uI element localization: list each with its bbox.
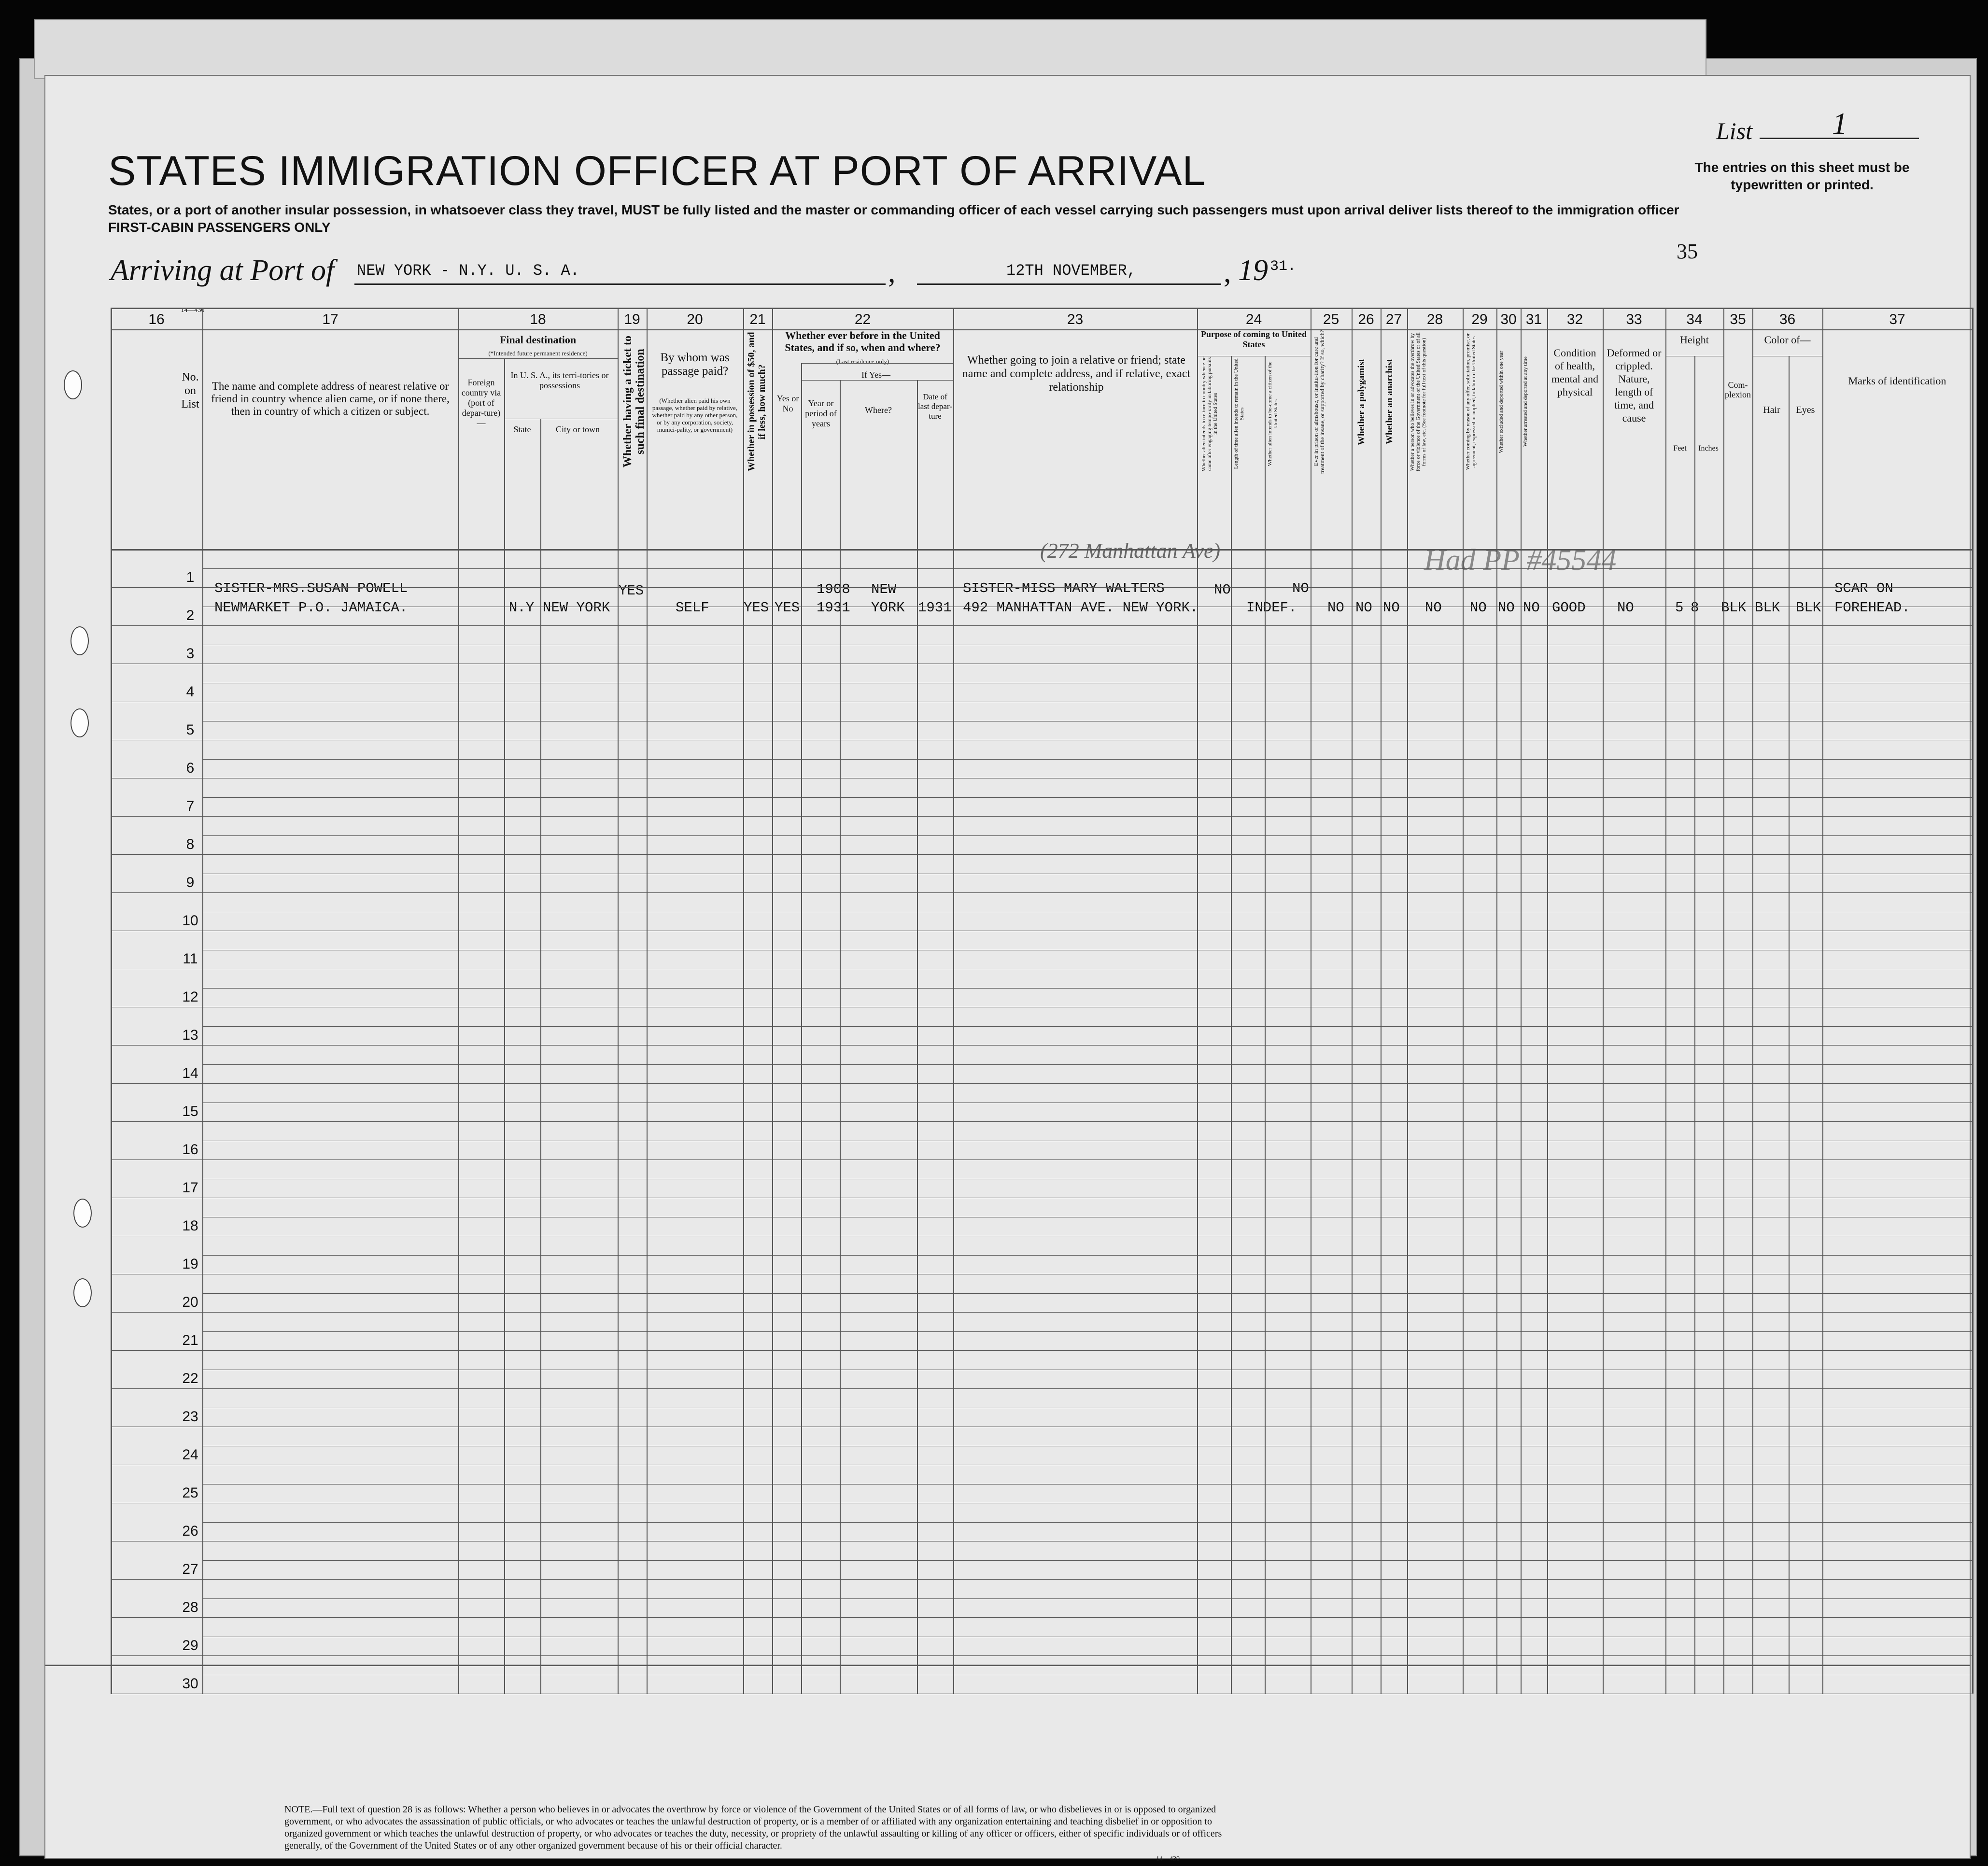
grid-vline	[1231, 356, 1232, 1694]
grid-hline	[202, 1255, 1972, 1256]
grid-vline	[618, 308, 619, 1694]
col-num-16: 16	[148, 311, 165, 327]
form-code: 14—430	[1156, 1855, 1180, 1863]
entry-deformed: NO	[1617, 600, 1634, 616]
instructions-line-1: States, or a port of another insular possession, in whatsoever class they travel, MUST be fully listed and the master or commanding officer of each vessel carrying such passengers must upon arrival deliver lists thereof to the immigration officer	[108, 202, 1679, 217]
grid-vline	[1407, 308, 1408, 1694]
col-num-30: 30	[1500, 311, 1517, 327]
header-fifty-dollars: Whether in possession of $50, and if less, how much?	[746, 332, 767, 472]
row-number: 24	[182, 1447, 198, 1463]
grid-vline	[1352, 308, 1353, 1694]
grid-vline	[801, 363, 802, 1694]
grid-hline	[202, 988, 1972, 989]
grid-hline	[111, 1350, 1972, 1351]
col-num-29: 29	[1471, 311, 1488, 327]
list-label: List	[1716, 117, 1753, 144]
grid-vline	[647, 308, 648, 1694]
date-underline	[917, 283, 1221, 285]
grid-hline	[202, 1598, 1972, 1599]
entry-marks-line2: FOREHEAD.	[1834, 600, 1910, 616]
header-final-destination-sub: (*Intended future permanent residence)	[488, 350, 588, 357]
entry-join-line2: 492 MANHATTAN AVE. NEW YORK.	[963, 600, 1198, 616]
header-polygamist: Whether a polygamist	[1356, 358, 1367, 445]
col-num-28: 28	[1426, 311, 1443, 327]
header-inches: Inches	[1698, 444, 1719, 452]
grid-hline	[111, 1617, 1972, 1618]
header-q28: Whether a person who believes in or advocates the overthrow by force or violence of the Government of the United States or of all forms of law, etc. (See footnote for full text of this question)	[1410, 332, 1427, 471]
row-number: 19	[182, 1256, 198, 1272]
grid-hline	[202, 1064, 1972, 1065]
grid-hline	[202, 835, 1972, 836]
header-in-usa: In U. S. A., its terri-tories or possessions	[510, 370, 609, 390]
header-city: City or town	[555, 424, 600, 434]
header-ever-before-sub: (Last residence only)	[836, 358, 889, 365]
entry-fifty-dollars: YES	[744, 600, 769, 616]
header-going-to-join: Whether going to join a relative or friend; state name and complete address, and if relative, exact relationship	[962, 354, 1191, 394]
grid-hline	[202, 1560, 1972, 1561]
header-ticket: Whether having a ticket to such final destination	[621, 336, 647, 468]
grid-hline	[202, 568, 1972, 569]
grid-vline	[772, 308, 773, 1694]
instructions-line-2: FIRST-CABIN PASSENGERS ONLY	[108, 220, 331, 235]
grid-hline	[111, 1579, 1972, 1580]
header-marks: Marks of identification	[1848, 375, 1946, 387]
col-num-32: 32	[1566, 311, 1583, 327]
col-num-22: 22	[854, 311, 871, 327]
manifest-table	[111, 307, 1972, 1692]
row-number: 5	[186, 722, 195, 738]
header-foreign-country: Foreign country via (port of depar-ture)—	[461, 378, 501, 428]
grid-hline	[111, 1655, 1972, 1656]
instructions-text	[108, 201, 1760, 236]
entry-q28: NO	[1425, 600, 1442, 616]
header-deformed: Deformed or crippled. Nature, length of time, and cause	[1607, 347, 1662, 424]
header-ever-before: Whether ever before in the United States, and if so, when and where?	[785, 329, 941, 353]
col-num-26: 26	[1358, 311, 1374, 327]
entry-q31: NO	[1523, 600, 1540, 616]
grid-vline	[1752, 308, 1753, 1694]
row-number: 20	[182, 1294, 198, 1310]
handwritten-passport: Had PP #45544	[1424, 544, 1617, 577]
header-final-destination: Final destination	[499, 334, 577, 346]
header-year: Year or period of years	[805, 398, 837, 428]
entry-q30: NO	[1498, 600, 1515, 616]
entry-anarchist: NO	[1383, 600, 1400, 616]
entry-passage-paid: SELF	[676, 600, 709, 616]
entry-where2: YORK	[871, 600, 905, 616]
header-no-on-list: No. on List	[181, 371, 199, 410]
arrival-date: 12TH NOVEMBER,	[1006, 262, 1136, 280]
grid-hline	[111, 1312, 1972, 1313]
entry-relative-line1: SISTER-MRS.SUSAN POWELL	[214, 580, 408, 596]
grid-hline	[202, 1293, 1972, 1294]
entry-relative-line2: NEWMARKET P.O. JAMAICA.	[214, 600, 408, 616]
grid-vline	[1665, 308, 1666, 1694]
header-color-of: Color of—	[1764, 334, 1811, 346]
grid-vline	[1694, 356, 1695, 1694]
header-yes-no: Yes or No	[776, 394, 799, 413]
col-num-24: 24	[1245, 311, 1262, 327]
entry-year1: 1908	[817, 581, 850, 597]
header-q31: Whether arrested and deported at any time	[1523, 356, 1528, 447]
row-number: 28	[182, 1599, 198, 1615]
row-number: 12	[182, 989, 198, 1005]
entry-join-line1: SISTER-MISS MARY WALTERS	[963, 580, 1165, 596]
entry-where1: NEW	[871, 581, 897, 597]
grid-vline	[1381, 308, 1382, 1694]
grid-vline	[540, 419, 541, 1694]
entry-inches: 8	[1691, 600, 1699, 616]
grid-hline	[202, 1331, 1972, 1332]
grid-hline	[111, 587, 1972, 588]
grid-hline	[111, 816, 1972, 817]
entry-marks-line1: SCAR ON	[1834, 580, 1893, 596]
row-number: 8	[186, 836, 195, 852]
entry-polygamist: NO	[1355, 600, 1372, 616]
entry-eyes: BLK	[1796, 600, 1821, 616]
entry-before-yes: YES	[775, 600, 800, 616]
grid-hline	[111, 892, 1972, 893]
col-num-25: 25	[1323, 311, 1339, 327]
row-number: 7	[186, 798, 195, 814]
grid-hline	[111, 1388, 1972, 1389]
form-code-top: 14—430	[181, 307, 205, 314]
header-q30: Whether excluded and deported within one year	[1498, 351, 1504, 453]
grid-hline	[111, 308, 1972, 309]
header-health: Condition of health, mental and physical	[1551, 347, 1599, 398]
grid-vline	[1723, 308, 1724, 1694]
grid-hline	[202, 1026, 1972, 1027]
col-num-19: 19	[624, 311, 640, 327]
header-complexion: Com-plexion	[1725, 380, 1751, 399]
grid-hline	[458, 358, 618, 359]
entry-year2: 1931	[817, 600, 850, 616]
grid-hline	[111, 1045, 1972, 1046]
grid-hline	[111, 625, 1972, 626]
header-height: Height	[1680, 334, 1709, 346]
header-prison: Ever in prison or almshouse, or institu-tion for care and treatment of the insane, or supported by charity? If so, which?	[1312, 330, 1325, 474]
grid-hline	[111, 1121, 1972, 1122]
row-number: 22	[182, 1371, 198, 1386]
grid-hline	[801, 380, 953, 381]
footer-divider	[45, 1665, 1970, 1666]
header-purpose: Purpose of coming to United States	[1201, 329, 1307, 349]
header-nearest-relative: The name and complete address of nearest relative or friend in country whence alien came, or if none there, then in country of which a citizen or subject.	[211, 380, 450, 417]
entry-become-citizen: NO	[1292, 580, 1309, 596]
entry-hair: BLK	[1755, 600, 1780, 616]
grid-vline	[743, 308, 744, 1694]
grid-vline	[504, 358, 505, 1694]
col-num-31: 31	[1525, 311, 1542, 327]
header-if-yes: If Yes—	[861, 370, 890, 380]
port-value: NEW YORK - N.Y. U. S. A.	[357, 262, 579, 280]
entry-state: N.Y	[509, 600, 535, 616]
grid-hline	[111, 854, 1972, 855]
col-num-20: 20	[687, 311, 703, 327]
col-num-36: 36	[1779, 311, 1796, 327]
row-number: 1	[186, 569, 195, 585]
arriving-label: Arriving at Port of	[111, 254, 335, 287]
underlying-page-top	[34, 19, 1706, 79]
col-num-27: 27	[1385, 311, 1402, 327]
grid-hline	[202, 797, 1972, 798]
handwritten-address: (272 Manhattan Ave)	[1040, 539, 1221, 563]
row-number: 2	[186, 608, 195, 623]
port-underline	[354, 283, 886, 285]
row-number: 21	[182, 1332, 198, 1348]
entry-feet: 5	[1675, 600, 1684, 616]
col-num-23: 23	[1067, 311, 1084, 327]
row-number: 9	[186, 875, 195, 891]
grid-vline	[953, 308, 954, 1694]
col-num-33: 33	[1626, 311, 1642, 327]
header-become-citizen: Whether alien intends to be-come a citizen of the United States	[1267, 361, 1279, 466]
row-number: 18	[182, 1218, 198, 1234]
entry-q29: NO	[1470, 600, 1487, 616]
grid-vline	[1547, 308, 1548, 1694]
entry-prison: NO	[1327, 600, 1344, 616]
year-prefix: 19	[1238, 254, 1268, 287]
header-q29: Whether coming by reason of any offer, solicitation, promise, or agreement, expressed or implied, to labor in the United States	[1465, 333, 1477, 470]
grid-vline	[111, 308, 112, 1694]
header-state: State	[513, 424, 531, 434]
grid-hline	[111, 549, 1972, 551]
grid-vline	[1603, 308, 1604, 1694]
header-intend-return: Whether alien intends to re-turn to country whence he came after engaging tempo-rarily in laboring pursuits in the United States	[1201, 356, 1218, 471]
manifest-sheet: STATES IMMIGRATION OFFICER AT PORT OF ARRIVAL List 1 The entries on this sheet must be typewritten or printed. States, or a port of another insular possession, in whatsoever class they travel, MUST be fully listed and the master or commanding officer of each vessel carrying such passengers must upon arrival deliver lists thereof to the immigration officer FIRST-CABIN PASSENGERS ONLY Arriving at Port of NEW YORK - N.Y. U. S. A. , 12TH NOVEMBER, , 19 31. 35 14—430 16 17 18 19 20 21 22 23 24 25 26 27 28 29 30 31 32 33 34 35 36 37 No. on List The name and complete address of nearest relative or friend in country whence alien came, or if none there, then in country of which a citizen or subject. Final destination (*Intended future permanent residence) Foreign country via (port of depar-ture)— In U. S. A., its terri-tories or possessions State City or town Whether having a ticket to such final destination By whom was passage paid? (Whether alien paid his own passage, whether paid by relative, whether paid by any other person, or by any corporation, society, munici-pality, or government) Whether in possession of $50, and if less, how much? Whether ever before in the United States, and if so, when and where? (Last residence only) If Yes— Yes or No Year or period of years Where? Date of last depar-ture Whether going to join a relative or friend; state name and complete address, and if relative, exact relationship Purpose of coming to United States Whether alien intends to re-turn to country whence he came after engaging tempo-rarily in laboring pursuits in the United States Length of time alien intends to remain in the United States Whether alien intends to be-come a citizen of the United States Ever in prison or almshouse, or institu-tion for care and treatment of the insane, or supported by charity? If so, which? Whether a polygamist Whether an anarchist Whether a person who believes in or advocates the overthrow by force or violence of the Government of the United States or of all forms of law, etc. (See footnote for full text of this question) Whether coming by reason of any offer, solicitation, promise, or agreement, expressed or implied, to labor in the United States Whether excluded and deported within one year Whether arrested and deported at any time Condition of health, mental and physical Deformed or crippled. Nature, length of time, and cause Height Feet Inches Com-plexion Color of— Hair Eyes Marks of identification SISTER-MRS.SUSAN POWELL NEWMARKET P.O. JAMAICA. N.Y NEW YORK YES SELF YES YES 1908 1931 NEW YORK 1931 (272 Manhattan Ave) SISTER-MISS MARY WALTERS 492 MANHATTAN AVE. NEW YORK. NO INDEF. NO NO NO NO NO Had PP #45544 NO NO NO GOOD NO 5 8 BLK BLK BLK SCAR ON FOREHEAD. 1 2 3 4 5 6 7 8 9 10 11 12 13 14 15 16 17 18 19 20 21 22 23 24 25 26 27 28 29 30 NOTE.—Full text of question 28 is as follows: Whether a person who believes in or advocates the overthrow by force or violence of the Government of the United States or of all forms of law, or who disbelieves in or is opposed to organized government, or who advocates the assassination of public officials, or who advocates or teaches the unlawful destruction of property, or is a member of or affiliated with any organization entertaining and teaching disbelief in or opposition to organized government or which teaches the unlawful destruction of property, or who advocates or teaches the duty, necessity, or propriety of the unlawful assaulting or killing of any officer or officers, either of specific individuals or of officers generally, of the Government of the United States or of any other organized government because of his or their official character. 14—430	[44, 75, 1971, 1859]
col-num-37: 37	[1889, 311, 1905, 327]
col-num-35: 35	[1730, 311, 1746, 327]
row-number: 13	[182, 1027, 198, 1043]
row-number: 6	[186, 760, 195, 776]
row-number: 25	[182, 1485, 198, 1501]
header-passage-paid: By whom was passage paid?	[660, 351, 730, 378]
row-number: 27	[182, 1561, 198, 1577]
row-number: 26	[182, 1523, 198, 1539]
grid-hline	[202, 759, 1972, 760]
entry-health: GOOD	[1552, 600, 1586, 616]
grid-vline	[1496, 308, 1497, 1694]
col-num-21: 21	[749, 311, 766, 327]
entry-city: NEW YORK	[543, 600, 610, 616]
grid-vline	[1822, 308, 1823, 1694]
grid-hline	[111, 329, 1972, 330]
row-number: 30	[182, 1676, 198, 1692]
grid-hline	[111, 1159, 1972, 1160]
header-where: Where?	[865, 405, 892, 415]
footnote-q28: NOTE.—Full text of question 28 is as follows: Whether a person who believes in or advocates the overthrow by force or violence of the Government of the United States or of all forms of law, or who disbelieves in or is opposed to organized government, or who advocates the assassination of public officials, or who advocates or teaches the unlawful destruction of property, or is a member of or affiliated with any organization entertaining and teaching disbelief in or opposition to organized government or which teaches the unlawful destruction of property, or who advocates or teaches the duty, necessity, or propriety of the unlawful assaulting or killing of any officer or officers, either of specific individuals or of officers generally, of the Government of the United States or of any other organized government because of his or their official character.	[284, 1804, 1222, 1851]
page-title: STATES IMMIGRATION OFFICER AT PORT OF ARRIVAL	[108, 148, 1206, 194]
entry-complexion: BLK	[1721, 600, 1747, 616]
header-hair: Hair	[1763, 405, 1780, 415]
entries-note: The entries on this sheet must be typewritten or printed.	[1694, 160, 1910, 192]
col-num-34: 34	[1686, 311, 1703, 327]
header-length-stay: Length of time alien intends to remain in the United States	[1233, 358, 1245, 469]
grid-vline	[1521, 308, 1522, 1694]
entry-intend-return: NO	[1214, 582, 1231, 598]
row-number: 29	[182, 1638, 198, 1654]
list-underline	[1760, 138, 1919, 139]
row-number: 23	[182, 1409, 198, 1425]
row-number: 11	[183, 951, 198, 967]
row-number: 10	[182, 913, 198, 929]
header-eyes: Eyes	[1796, 405, 1815, 415]
grid-vline	[1789, 356, 1790, 1694]
entry-ticket: YES	[619, 583, 644, 599]
header-passage-paid-sub: (Whether alien paid his own passage, whether paid by relative, whether paid by any other person, or by any corporation, society, munici-pality, or government)	[652, 397, 738, 433]
grid-vline	[840, 380, 841, 1694]
entry-length-stay: INDEF.	[1246, 600, 1297, 616]
page-number: 35	[1677, 240, 1698, 263]
grid-vline	[1972, 308, 1974, 1694]
row-number: 14	[182, 1065, 198, 1081]
col-num-18: 18	[530, 311, 546, 327]
row-number: 17	[182, 1180, 198, 1196]
year-suffix: 31.	[1270, 258, 1297, 275]
grid-vline	[458, 308, 459, 1694]
grid-hline	[801, 363, 953, 364]
grid-vline	[1463, 308, 1464, 1694]
col-num-17: 17	[322, 311, 338, 327]
row-number: 4	[186, 684, 195, 700]
grid-hline	[111, 1083, 1972, 1084]
entry-date-departure: 1931	[918, 600, 952, 616]
row-number: 15	[182, 1103, 198, 1119]
list-number: 1	[1832, 106, 1847, 141]
grid-vline	[1197, 308, 1198, 1694]
grid-vline	[1265, 356, 1266, 1694]
row-number: 16	[182, 1142, 198, 1158]
header-feet: Feet	[1673, 444, 1687, 452]
header-date-departure: Date of last depar-ture	[918, 392, 952, 421]
row-number: 3	[186, 646, 195, 662]
header-anarchist: Whether an anarchist	[1384, 359, 1395, 445]
grid-hline	[202, 1522, 1972, 1523]
grid-vline	[917, 380, 918, 1694]
